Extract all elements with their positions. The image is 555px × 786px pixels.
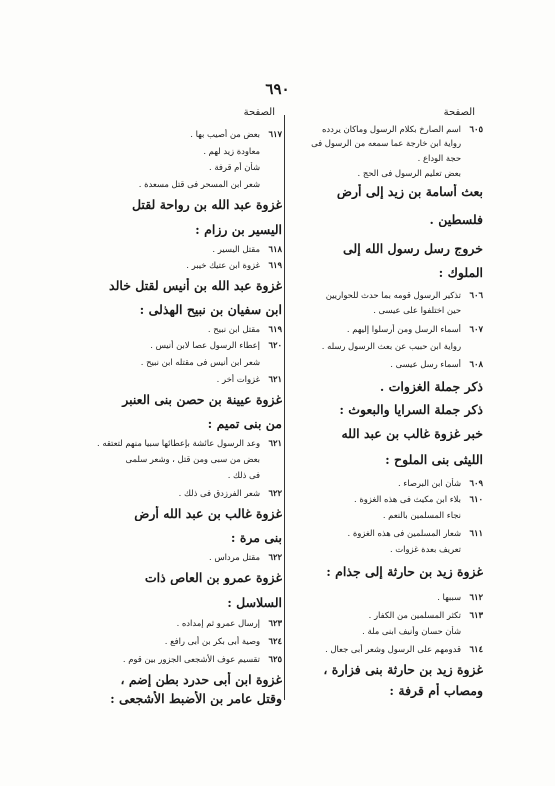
toc-page-number: ٦٠٦ (469, 290, 483, 300)
toc-entry-text: وصية أبى بكر بن أبى رافع . (164, 636, 260, 646)
toc-section-heading (62, 595, 282, 610)
toc-entry-text: بعث أسامة بن زيد إلى أرض (336, 184, 483, 199)
toc-entry-text: شأن أم قرفة . (209, 162, 260, 172)
toc-page-number: ٦٢٥ (268, 654, 282, 664)
toc-entry (62, 618, 282, 628)
toc-page-number: ٦٠٩ (469, 478, 483, 488)
toc-entry-text: غزوة عبد الله بن أنيس لقتل خالد (109, 278, 282, 293)
toc-section-heading (293, 379, 483, 394)
toc-section-heading (293, 426, 483, 441)
toc-entry-text: ذكر جملة السرايا والبعوث : (339, 402, 483, 417)
toc-entry (62, 129, 282, 139)
toc-section-heading (62, 278, 282, 293)
toc-page-number: ٦١٢ (469, 592, 483, 602)
toc-entry (293, 324, 483, 334)
toc-page-number: ٦١٠ (469, 494, 483, 504)
page-number: ٦٩٠ (265, 80, 290, 98)
toc-entry-text: مقتل مرداس . (209, 552, 260, 562)
toc-page-number: ٦٢٠ (268, 340, 282, 350)
toc-entry-text: الليثى بنى الملوح : (385, 452, 483, 467)
toc-entry (62, 260, 282, 270)
toc-page-number: ٦٠٥ (469, 124, 483, 134)
toc-page-number: ٦٢٢ (268, 488, 282, 498)
toc-entry-text: ابن سفيان بن نبيح الهذلى : (139, 302, 282, 317)
toc-entry-text: تقسيم عوف الأشجعى الجزور بين قوم . (122, 654, 260, 664)
toc-entry-text: مقتل ابن نبيح . (207, 324, 260, 334)
toc-page-number: ٦٠٨ (469, 359, 483, 369)
toc-entry-text: ذكر جملة الغزوات . (379, 379, 483, 394)
toc-entry-text: اليسير بن رزام : (195, 222, 282, 237)
toc-entry-text: ومصاب أم قرفة : (389, 683, 483, 698)
toc-page-number: ٦٢١ (268, 374, 282, 384)
toc-page-number: ٦١٨ (268, 244, 282, 254)
toc-entry-text: غزوة ابن أبى حدرد بطن إضم ، (120, 672, 282, 687)
toc-entry-text: بعض من أصيب بها . (190, 129, 260, 139)
toc-entry-text: إرسال عمرو ثم إمداده . (176, 618, 260, 628)
toc-section-heading (293, 402, 483, 417)
toc-entry-text: غزوة زيد بن حارثة بنى فزارة ، (323, 662, 483, 677)
toc-entry-text: تعريف بعدة غزوات . (389, 544, 461, 554)
toc-entry-text: حين اختلفوا على عيسى . (373, 305, 461, 315)
toc-entry (293, 153, 483, 163)
toc-entry-text: فلسطين . (429, 212, 483, 227)
toc-page-number: ٦١٧ (268, 129, 282, 139)
toc-entry (293, 290, 483, 300)
toc-entry-text: شأن حسان وأنيف ابنى ملة . (362, 626, 461, 636)
toc-entry (293, 592, 483, 602)
toc-section-heading (62, 392, 282, 407)
toc-entry-text: سببها . (437, 592, 461, 602)
toc-entry (293, 510, 483, 520)
toc-section-heading (62, 691, 282, 706)
toc-entry (62, 454, 282, 464)
toc-page-number: ٦١٩ (268, 260, 282, 270)
toc-entry (293, 138, 483, 148)
toc-entry-text: شعر الفرزدق فى ذلك . (178, 488, 260, 498)
toc-section-heading (293, 265, 483, 280)
toc-entry-text: شأن ابن البرصاء . (397, 478, 461, 488)
toc-page-number: ٦١٩ (268, 324, 282, 334)
toc-entry (62, 340, 282, 350)
toc-entry-text: غزوات أخر . (216, 374, 260, 384)
toc-entry (293, 626, 483, 636)
toc-entry (62, 244, 282, 254)
toc-page-number: ٦٢٢ (268, 552, 282, 562)
toc-entry (293, 341, 483, 351)
toc-entry-text: بنى مرة : (230, 530, 282, 545)
toc-entry (62, 374, 282, 384)
toc-entry (293, 528, 483, 538)
toc-entry (293, 478, 483, 488)
toc-entry-text: رواية ابن خارجة عما سمعه من الرسول فى (311, 138, 461, 148)
toc-entry-text: معاودة زيد لهم . (203, 146, 260, 156)
toc-entry-text: تذكير الرسول قومه بما حدث للحواريين (325, 290, 461, 300)
toc-entry-text: إعطاء الرسول عصا لابن أنيس . (150, 340, 260, 350)
toc-section-heading (293, 564, 483, 579)
toc-entry (62, 488, 282, 498)
toc-page-number: ٦٢١ (268, 438, 282, 448)
toc-section-heading (62, 570, 282, 585)
toc-entry-text: غزوة عمرو بن العاص ذات (144, 570, 282, 585)
toc-entry-text: حجة الوداع . (417, 153, 461, 163)
toc-entry-text: الملوك : (438, 265, 483, 280)
toc-section-heading (293, 662, 483, 677)
toc-entry-text: غزوة عيينة بن حصن بنى العنبر (122, 392, 282, 407)
toc-entry (293, 124, 483, 134)
toc-section-heading (62, 672, 282, 687)
toc-entry (293, 359, 483, 369)
toc-entry-text: نجاء المسلمين بالنعم . (382, 510, 461, 520)
toc-entry-text: من بنى تميم : (207, 416, 282, 431)
toc-section-heading (62, 222, 282, 237)
toc-entry-text: فى ذلك . (227, 470, 260, 480)
toc-entry (293, 494, 483, 504)
toc-entry-text: السلاسل : (227, 595, 282, 610)
toc-entry (293, 644, 483, 654)
toc-entry-text: غزوة عبد الله بن رواحة لقتل (131, 197, 282, 212)
toc-entry (293, 610, 483, 620)
toc-entry (62, 357, 282, 367)
toc-page-number: ٦٢٤ (268, 636, 282, 646)
toc-entry (293, 305, 483, 315)
toc-entry-text: غزوة ابن عتيك خيبر . (186, 260, 260, 270)
toc-section-heading (62, 506, 282, 521)
toc-entry-text: مقتل اليسير . (212, 244, 260, 254)
toc-entry (62, 146, 282, 156)
toc-entry (62, 179, 282, 189)
toc-entry-text: شعر ابن أنيس فى مقتله ابن نبيح . (140, 357, 260, 367)
toc-section-heading (293, 683, 483, 698)
toc-section-heading (62, 197, 282, 212)
toc-entry-text: شعار المسلمين فى هذه الغزوة . (347, 528, 461, 538)
toc-entry-text: أسماء الرسل ومن أرسلوا إليهم . (346, 324, 461, 334)
toc-entry-text: بلاء ابن مكيث فى هذه الغزوة . (354, 494, 461, 504)
toc-section-heading (62, 530, 282, 545)
toc-section-heading (62, 302, 282, 317)
toc-entry-text: وعد الرسول عائشة بإعطائها سبيا منهم لتعتقه . (97, 438, 260, 448)
toc-section-heading (293, 212, 483, 227)
toc-page-number: ٦١٣ (469, 610, 483, 620)
toc-section-heading (293, 184, 483, 199)
toc-entry (293, 168, 483, 178)
toc-entry (62, 324, 282, 334)
toc-entry-text: غزوة غالب بن عبد الله أرض (134, 506, 282, 521)
toc-entry (293, 544, 483, 554)
toc-entry-text: بعض تعليم الرسول فى الحج . (357, 168, 461, 178)
toc-section-heading (62, 416, 282, 431)
toc-entry (62, 470, 282, 480)
toc-page-number: ٦١١ (469, 528, 483, 538)
toc-entry-text: خروج رسل رسول الله إلى (343, 241, 483, 256)
toc-entry-text: بعض من سبى ومن قتل ، وشعر سلمى (125, 454, 260, 464)
toc-entry-text: أسماء رسل عيسى . (390, 359, 461, 369)
toc-entry-text: قدومهم على الرسول وشعر أبى جعال . (325, 644, 461, 654)
toc-page-number: ٦٠٧ (469, 324, 483, 334)
toc-entry (62, 438, 282, 448)
toc-page-number: ٦١٤ (469, 644, 483, 654)
toc-entry-text: اسم الصارخ بكلام الرسول وماكان يردده (321, 124, 461, 134)
toc-entry (62, 636, 282, 646)
left-column-header: الصفحة (243, 107, 275, 118)
toc-entry (62, 162, 282, 172)
column-divider (284, 115, 285, 700)
toc-section-heading (293, 241, 483, 256)
toc-entry-text: تكثر المسلمين من الكفار . (368, 610, 461, 620)
toc-page-number: ٦٢٣ (268, 618, 282, 628)
toc-entry (62, 654, 282, 664)
toc-entry-text: خبر غزوة غالب بن عبد الله (341, 426, 483, 441)
toc-entry (62, 552, 282, 562)
right-column-header: الصفحة (443, 107, 475, 118)
toc-section-heading (293, 452, 483, 467)
toc-entry-text: شعر ابن المسحر فى قتل مسعدة . (138, 179, 260, 189)
toc-entry-text: رواية ابن حبيب عن بعث الرسول رسله . (321, 341, 461, 351)
toc-entry-text: غزوة زيد بن حارثة إلى جذام : (326, 564, 483, 579)
toc-entry-text: وقتل عامر بن الأضبط الأشجعى : (110, 691, 282, 706)
